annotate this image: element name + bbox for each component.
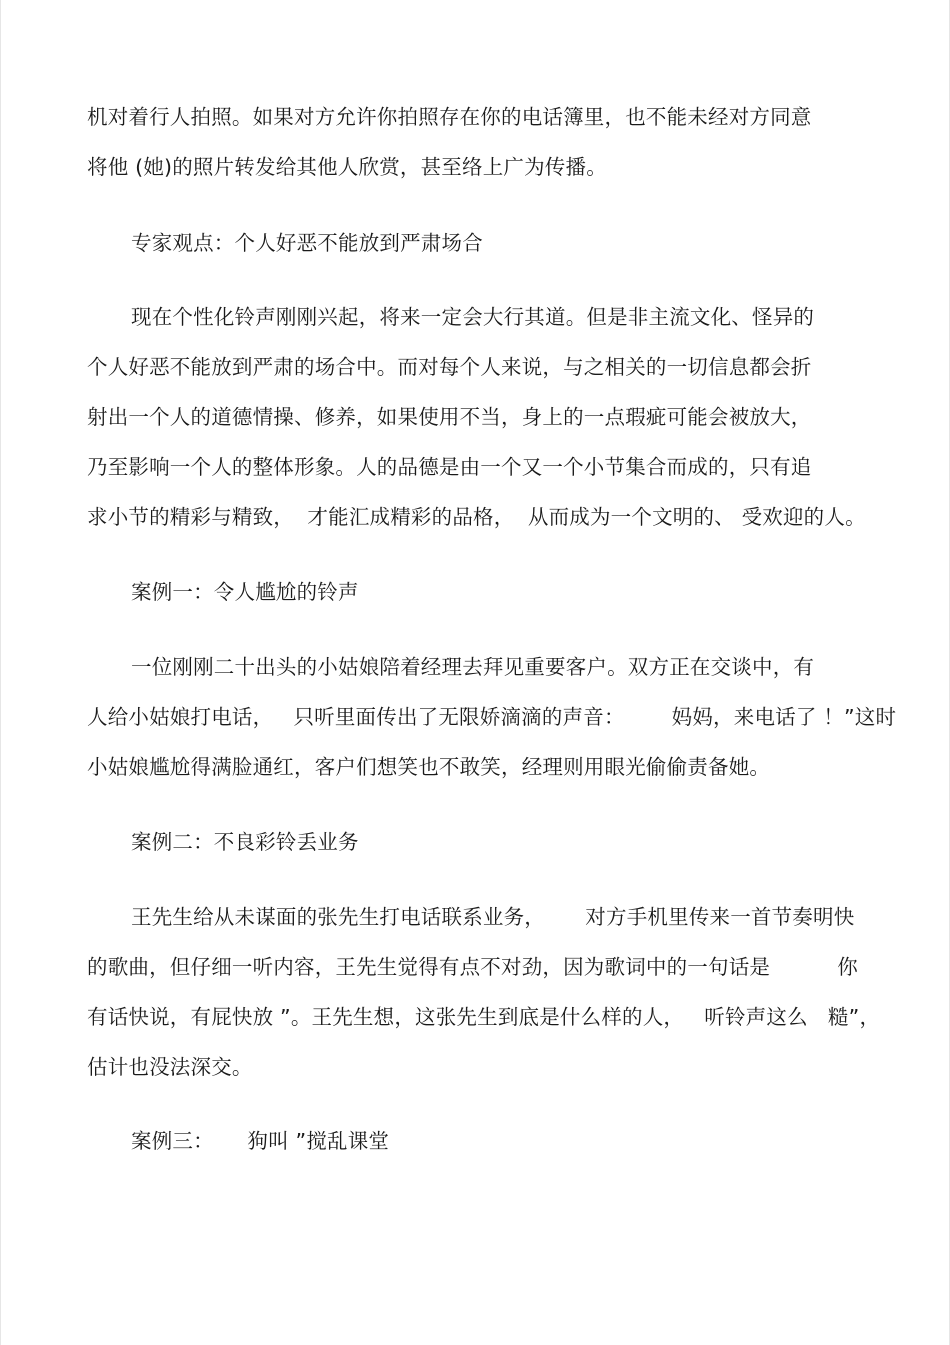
section-heading-case-2: 案例二：不良彩铃丢业务	[131, 830, 359, 854]
text-line: 人给小姑娘打电话， 只听里面传出了无限娇滴滴的声音： 妈妈，来电话了 ！”这时	[87, 705, 897, 729]
section-heading-expert-view: 专家观点：个人好恶不能放到严肃场合	[131, 231, 483, 255]
text-line: 个人好恶不能放到严肃的场合中。而对每个人来说，与之相关的一切信息都会折	[87, 355, 812, 379]
text-line: 乃至影响一个人的整体形象。人的品德是由一个又一个小节集合而成的，只有追	[87, 455, 812, 479]
text-line: 小姑娘尴尬得满脸通红，客户们想笑也不敢笑，经理则用眼光偷偷责备她。	[87, 755, 771, 779]
text-line: 现在个性化铃声刚刚兴起，将来一定会大行其道。但是非主流文化、怪异的	[131, 305, 815, 329]
text-line: 求小节的精彩与精致， 才能汇成精彩的品格， 从而成为一个文明的、 受欢迎的人。	[87, 505, 866, 529]
text-line: 一位刚刚二十出头的小姑娘陪着经理去拜见重要客户。双方正在交谈中，有	[131, 655, 815, 679]
text-line: 将他 (她)的照片转发给其他人欣赏，甚至络上广为传播。	[87, 155, 607, 179]
section-heading-case-3: 案例三： 狗叫 ”搅乱课堂	[131, 1129, 390, 1153]
text-line: 估计也没法深交。	[87, 1055, 253, 1079]
text-line: 王先生给从未谋面的张先生打电话联系业务， 对方手机里传来一首节奏明快	[131, 905, 855, 929]
text-line: 有话快说，有屁快放 ”。王先生想，这张先生到底是什么样的人， 听铃声这么 糙”，	[87, 1005, 881, 1029]
text-line: 射出一个人的道德情操、修养，如果使用不当，身上的一点瑕疵可能会被放大，	[87, 405, 812, 429]
text-line: 的歌曲，但仔细一听内容，王先生觉得有点不对劲，因为歌词中的一句话是 你	[87, 955, 858, 979]
section-heading-case-1: 案例一：令人尴尬的铃声	[131, 580, 359, 604]
text-line: 机对着行人拍照。如果对方允许你拍照存在你的电话簿里，也不能未经对方同意	[87, 105, 812, 129]
